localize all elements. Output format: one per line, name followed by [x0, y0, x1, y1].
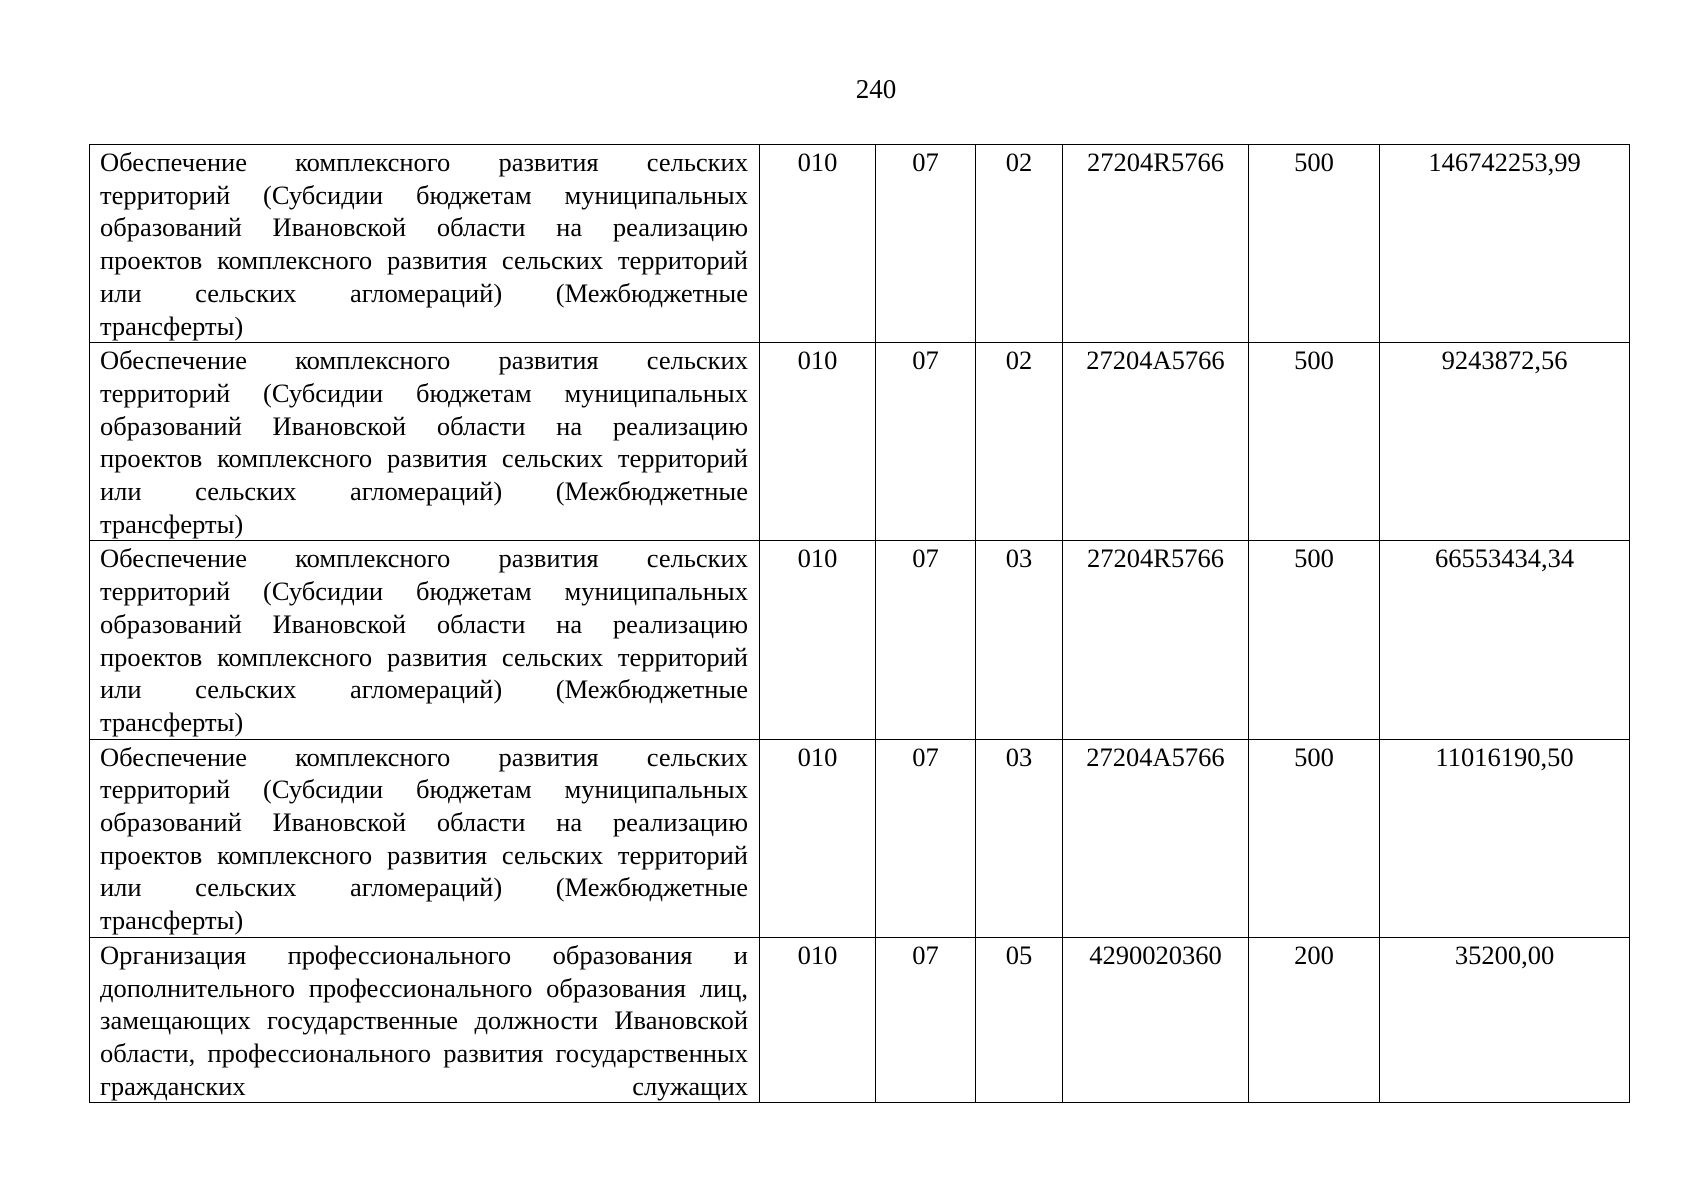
section-code: 07 [876, 937, 976, 1103]
subsection-code: 03 [976, 739, 1063, 937]
amount: 35200,00 [1380, 937, 1630, 1103]
amount: 66553434,34 [1380, 541, 1630, 739]
section-code: 07 [876, 343, 976, 541]
expense-type-code: 200 [1249, 937, 1380, 1103]
target-article-code: 27204R5766 [1063, 541, 1249, 739]
expense-type-code: 500 [1249, 145, 1380, 343]
amount: 9243872,56 [1380, 343, 1630, 541]
ministry-code: 010 [760, 541, 876, 739]
ministry-code: 010 [760, 739, 876, 937]
table-row [90, 739, 1630, 937]
ministry-code: 010 [760, 937, 876, 1103]
target-article-code: 27204A5766 [1063, 739, 1249, 937]
ministry-code: 010 [760, 145, 876, 343]
table-row [90, 343, 1630, 541]
row-description: Обеспечение комплексного развития сельских территорий (Субсидии бюджетам муниципальных образований Ивановской области на реализацию проектов комплексного развития сельских территорий или сельских агломераций) (Межбюджетные трансферты) [90, 541, 760, 739]
budget-table [89, 144, 1630, 1103]
table-row [90, 145, 1630, 343]
row-description: Обеспечение комплексного развития сельских территорий (Субсидии бюджетам муниципальных образований Ивановской области на реализацию проектов комплексного развития сельских территорий или сельских агломераций) (Межбюджетные трансферты) [90, 739, 760, 937]
expense-type-code: 500 [1249, 541, 1380, 739]
subsection-code: 02 [976, 145, 1063, 343]
expense-type-code: 500 [1249, 739, 1380, 937]
table-row [90, 937, 1630, 1103]
amount: 11016190,50 [1380, 739, 1630, 937]
subsection-code: 03 [976, 541, 1063, 739]
ministry-code: 010 [760, 343, 876, 541]
target-article-code: 4290020360 [1063, 937, 1249, 1103]
section-code: 07 [876, 739, 976, 937]
row-description: Обеспечение комплексного развития сельских территорий (Субсидии бюджетам муниципальных образований Ивановской области на реализацию проектов комплексного развития сельских территорий или сельских агломераций) (Межбюджетные трансферты) [90, 145, 760, 343]
section-code: 07 [876, 541, 976, 739]
table-row [90, 541, 1630, 739]
subsection-code: 02 [976, 343, 1063, 541]
section-code: 07 [876, 145, 976, 343]
subsection-code: 05 [976, 937, 1063, 1103]
target-article-code: 27204R5766 [1063, 145, 1249, 343]
page-number: 240 [855, 74, 897, 104]
expense-type-code: 500 [1249, 343, 1380, 541]
row-description: Организация профессионального образования и дополнительного профессионального образования лиц, замещающих государственные должности Ивановской области, профессионального развития государственных гражданских служащих [90, 937, 760, 1103]
row-description: Обеспечение комплексного развития сельских территорий (Субсидии бюджетам муниципальных образований Ивановской области на реализацию проектов комплексного развития сельских территорий или сельских агломераций) (Межбюджетные трансферты) [90, 343, 760, 541]
target-article-code: 27204A5766 [1063, 343, 1249, 541]
amount: 146742253,99 [1380, 145, 1630, 343]
